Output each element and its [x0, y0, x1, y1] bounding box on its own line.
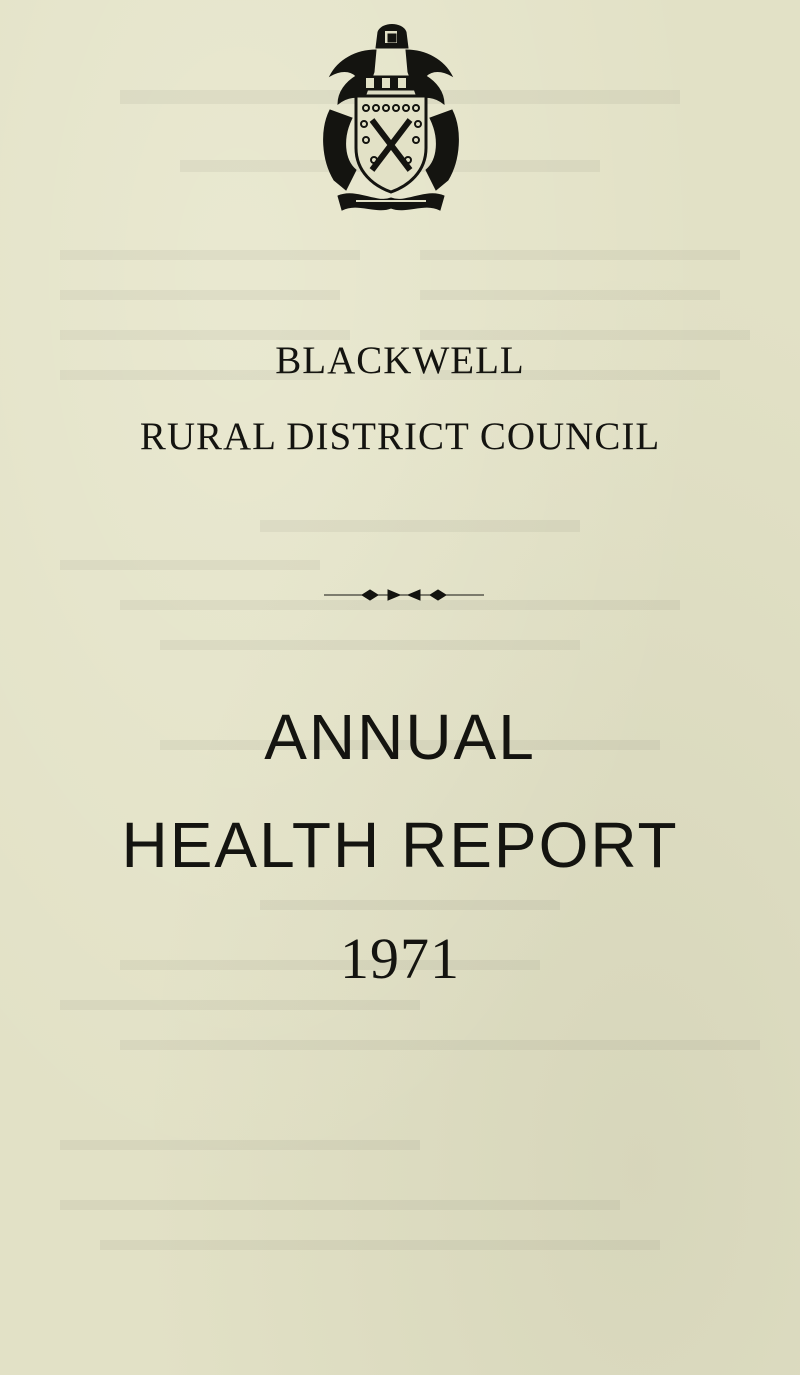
ornament-divider-icon — [324, 587, 484, 603]
council-name-line-2: RURAL DISTRICT COUNCIL — [139, 415, 661, 458]
report-year: 1971 — [340, 926, 460, 991]
council-name-line-1: BLACKWELL — [275, 339, 525, 382]
report-title-line-1: ANNUAL — [264, 701, 536, 773]
report-title-line-2: HEALTH REPORT — [121, 809, 679, 881]
coat-of-arms-icon — [316, 20, 466, 215]
show-through-texture — [60, 80, 760, 1280]
